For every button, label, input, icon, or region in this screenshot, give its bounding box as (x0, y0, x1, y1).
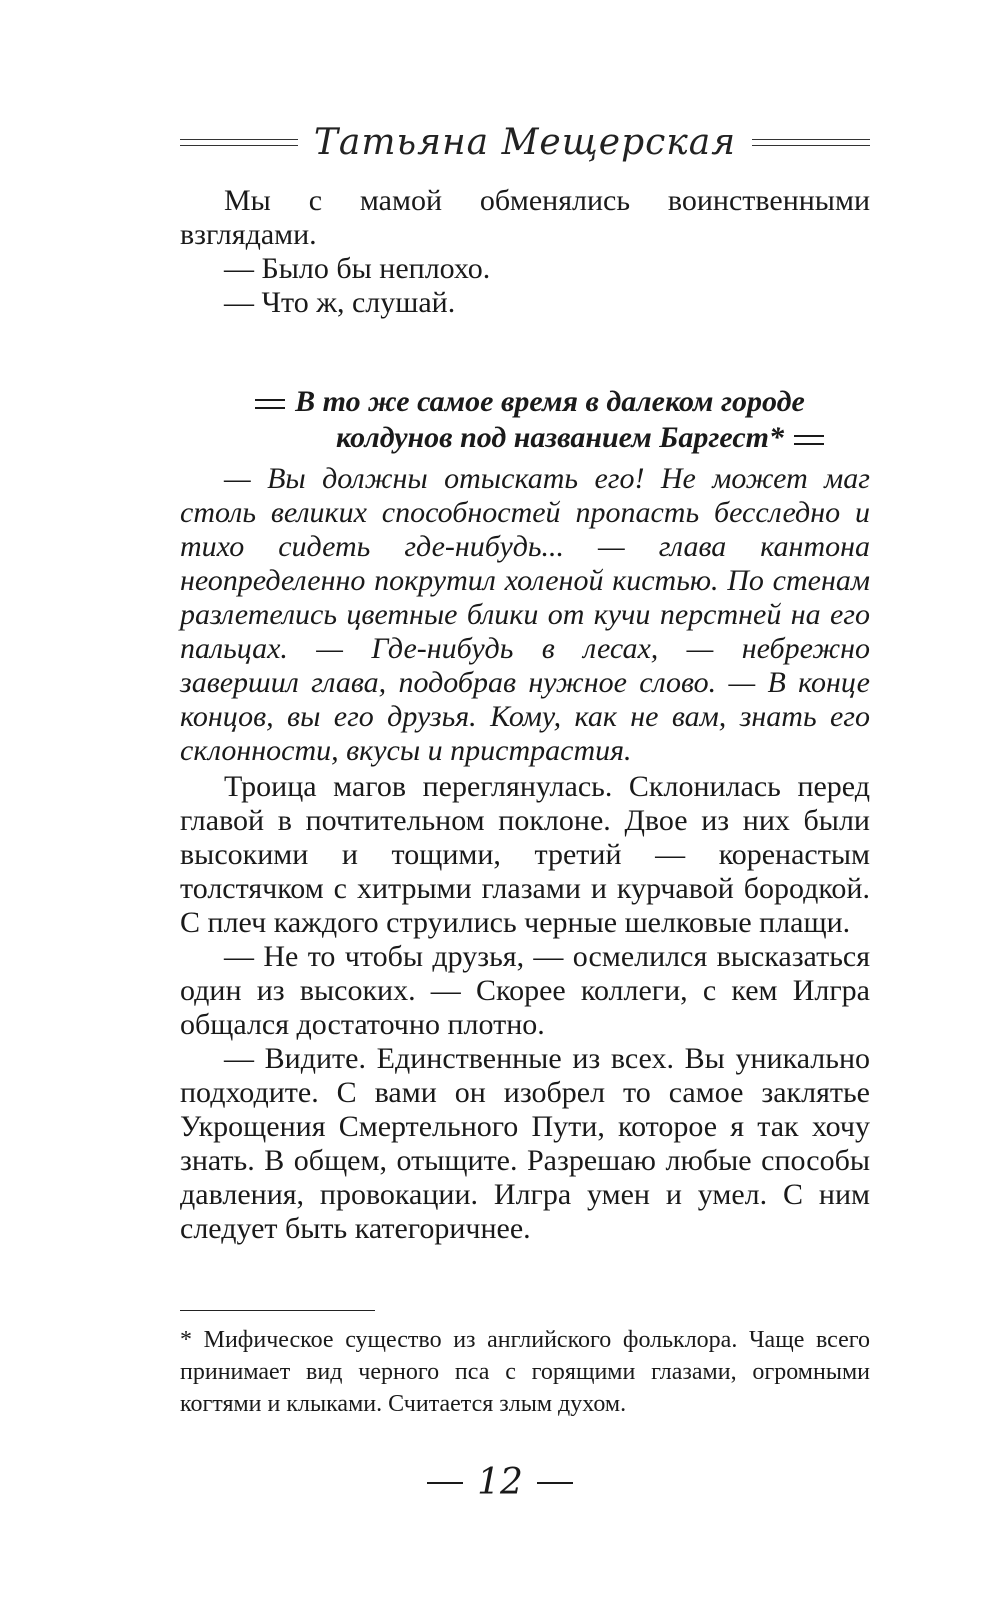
subhead-line-2: колдунов под названием Баргест* (336, 421, 784, 454)
subhead-line-1: В то же самое время в далеком городе (295, 385, 805, 418)
footnote-text: * Мифическое существо из английского фольклора. Чаще всего принимает вид черного пса с горящими глазами, огромными когтями и клыками. Считается злым духом. (180, 1327, 870, 1417)
section-subheading (180, 384, 870, 456)
subhead-mark-left (255, 399, 285, 409)
intro-paragraph-2: — Было бы неплохо. (224, 252, 491, 285)
body-paragraph-3: — Видите. Единственные из всех. Вы уникально подходите. С вами он изобрел то самое заклятье Укрощения Смертельного Пути, которое я так хочу знать. В общем, отыщите. Разрешаю любые способы давления, провокации. Илгра умен и умел. С ним следует быть категоричнее. (180, 1042, 870, 1245)
page-number (0, 1462, 1000, 1503)
intro-paragraph-3: — Что ж, слушай. (224, 286, 456, 319)
italic-passage (180, 462, 870, 768)
page-number-value: 12 (477, 1462, 523, 1503)
body-paragraph-1: Троица магов переглянулась. Склонилась перед главой в почтительном поклоне. Двое из них были высокими и тощими, третий — коренастым толстячком с хитрыми глазами и курчавой бородкой. С плеч каждого струились черные шелковые плащи. (180, 770, 870, 939)
footnote-rule (180, 1310, 375, 1311)
header-rule-right (752, 139, 870, 146)
page-number-dash-left (427, 1482, 463, 1484)
running-header (180, 112, 870, 172)
header-author: Татьяна Мещерская (313, 121, 737, 163)
intro-paragraph-1: Мы с мамой обменялись воинственными взглядами. (180, 184, 870, 251)
body-text (180, 770, 870, 1246)
header-rule-left (180, 139, 298, 146)
page-number-dash-right (537, 1482, 573, 1484)
subhead-mark-right (794, 435, 824, 445)
footnote (180, 1324, 870, 1420)
italic-paragraph: — Вы должны отыскать его! Не может маг столь великих способностей пропасть бесследно и тихо сидеть где-нибудь... — глава кантона неопределенно покрутил холеной кистью. По стенам разлетелись цветные блики от кучи перстней на его пальцах. — Где-нибудь в лесах, — небрежно завершил глава, подобрав нужное слово. — В конце концов, вы его друзья. Кому, как не вам, знать его склонности, вкусы и пристрастия. (180, 462, 870, 767)
intro-text (180, 184, 870, 320)
body-paragraph-2: — Не то чтобы друзья, — осмелился высказаться один из высоких. — Скорее коллеги, с кем Илгра общался достаточно плотно. (180, 940, 870, 1041)
